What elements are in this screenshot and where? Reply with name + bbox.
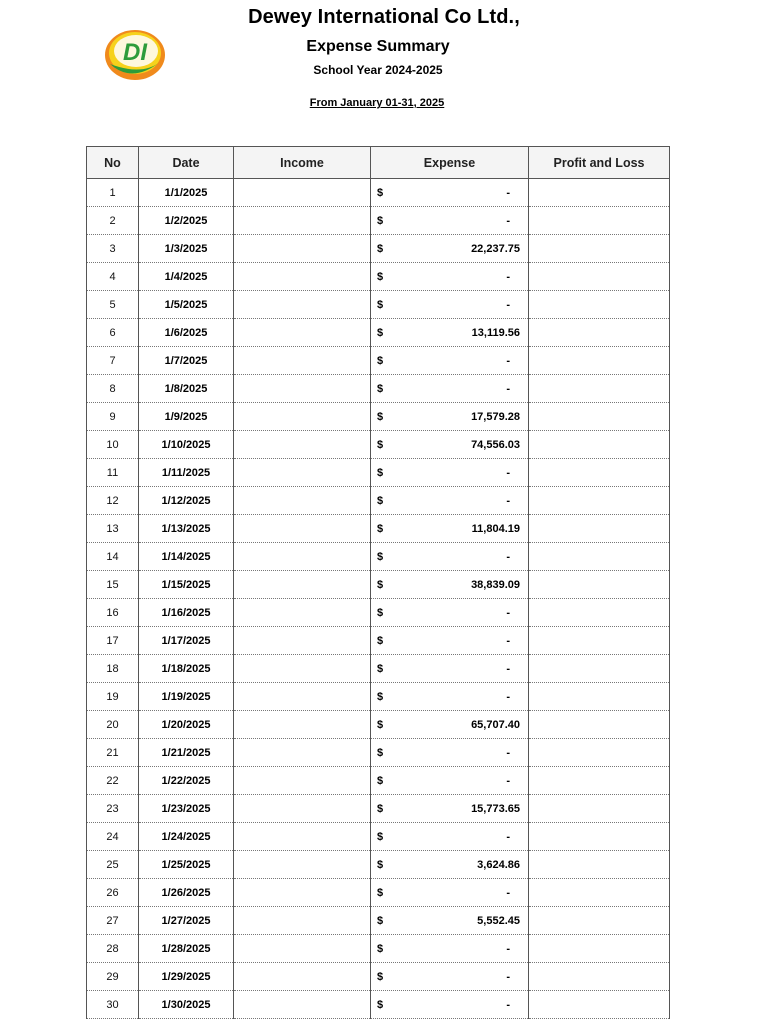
- table-row: [87, 487, 670, 515]
- row-expense: [371, 263, 529, 291]
- row-expense: [371, 319, 529, 347]
- row-income: [234, 795, 371, 823]
- expense-amount: -: [506, 746, 510, 759]
- expense-amount: 13,119.56: [471, 326, 520, 339]
- row-expense: [371, 767, 529, 795]
- row-expense: [371, 963, 529, 991]
- row-income: [234, 235, 371, 263]
- row-date: 1/16/2025: [139, 599, 234, 627]
- currency-symbol: $: [377, 998, 384, 1011]
- column-header-date: Date: [139, 147, 234, 179]
- row-income: [234, 823, 371, 851]
- expense-amount: -: [506, 214, 510, 227]
- expense-amount: 38,839.09: [471, 578, 520, 591]
- table-row: [87, 627, 670, 655]
- row-income: [234, 263, 371, 291]
- row-income: [234, 431, 371, 459]
- row-expense: [371, 235, 529, 263]
- row-number: 2: [87, 207, 139, 235]
- currency-symbol: $: [377, 690, 384, 703]
- row-number: 14: [87, 543, 139, 571]
- row-profit-loss: [529, 627, 670, 655]
- row-profit-loss: [529, 207, 670, 235]
- row-expense: [371, 543, 529, 571]
- row-date: 1/10/2025: [139, 431, 234, 459]
- row-number: 7: [87, 347, 139, 375]
- expense-amount: -: [506, 970, 510, 983]
- currency-symbol: $: [377, 438, 384, 451]
- table-row: [87, 879, 670, 907]
- expense-amount: -: [506, 634, 510, 647]
- table-row: [87, 207, 670, 235]
- table-row: [87, 431, 670, 459]
- row-income: [234, 711, 371, 739]
- row-profit-loss: [529, 431, 670, 459]
- row-date: 1/19/2025: [139, 683, 234, 711]
- currency-symbol: $: [377, 270, 384, 283]
- row-date: 1/1/2025: [139, 179, 234, 207]
- table-row: [87, 235, 670, 263]
- row-number: 8: [87, 375, 139, 403]
- expense-amount: -: [506, 494, 510, 507]
- table-row: [87, 459, 670, 487]
- table-row: [87, 907, 670, 935]
- expense-amount: -: [506, 886, 510, 899]
- row-income: [234, 347, 371, 375]
- row-profit-loss: [529, 599, 670, 627]
- expense-amount: -: [506, 690, 510, 703]
- document-title: Expense Summary: [306, 38, 450, 55]
- row-number: 18: [87, 655, 139, 683]
- row-income: [234, 375, 371, 403]
- row-income: [234, 739, 371, 767]
- row-expense: [371, 179, 529, 207]
- currency-symbol: $: [377, 802, 384, 815]
- row-profit-loss: [529, 935, 670, 963]
- expense-amount: -: [506, 298, 510, 311]
- row-expense: [371, 739, 529, 767]
- row-number: 30: [87, 991, 139, 1019]
- row-income: [234, 907, 371, 935]
- expense-amount: 74,556.03: [471, 438, 520, 451]
- currency-symbol: $: [377, 830, 384, 843]
- row-expense: [371, 515, 529, 543]
- row-profit-loss: [529, 991, 670, 1019]
- expense-amount: -: [506, 382, 510, 395]
- expense-table: [86, 146, 670, 1019]
- row-profit-loss: [529, 375, 670, 403]
- row-number: 6: [87, 319, 139, 347]
- expense-amount: 5,552.45: [477, 914, 520, 927]
- row-date: 1/12/2025: [139, 487, 234, 515]
- row-expense: [371, 935, 529, 963]
- row-profit-loss: [529, 263, 670, 291]
- row-number: 17: [87, 627, 139, 655]
- row-number: 20: [87, 711, 139, 739]
- column-header-expense: Expense: [371, 147, 529, 179]
- row-date: 1/23/2025: [139, 795, 234, 823]
- row-income: [234, 851, 371, 879]
- currency-symbol: $: [377, 494, 384, 507]
- row-expense: [371, 711, 529, 739]
- row-date: 1/20/2025: [139, 711, 234, 739]
- logo-text: DI: [123, 39, 147, 66]
- currency-symbol: $: [377, 942, 384, 955]
- currency-symbol: $: [377, 914, 384, 927]
- row-income: [234, 879, 371, 907]
- currency-symbol: $: [377, 550, 384, 563]
- row-expense: [371, 403, 529, 431]
- row-number: 21: [87, 739, 139, 767]
- row-income: [234, 403, 371, 431]
- expense-amount: -: [506, 830, 510, 843]
- row-date: 1/18/2025: [139, 655, 234, 683]
- company-name: Dewey International Co Ltd.,: [248, 6, 520, 28]
- row-profit-loss: [529, 319, 670, 347]
- row-income: [234, 991, 371, 1019]
- row-income: [234, 291, 371, 319]
- expense-amount: 65,707.40: [471, 718, 520, 731]
- row-number: 19: [87, 683, 139, 711]
- row-expense: [371, 683, 529, 711]
- table-row: [87, 935, 670, 963]
- row-expense: [371, 459, 529, 487]
- row-profit-loss: [529, 851, 670, 879]
- row-expense: [371, 991, 529, 1019]
- table-row: [87, 291, 670, 319]
- row-expense: [371, 655, 529, 683]
- row-expense: [371, 207, 529, 235]
- row-number: 11: [87, 459, 139, 487]
- table-row: [87, 683, 670, 711]
- row-profit-loss: [529, 767, 670, 795]
- row-number: 9: [87, 403, 139, 431]
- currency-symbol: $: [377, 746, 384, 759]
- expense-amount: -: [506, 998, 510, 1011]
- row-date: 1/27/2025: [139, 907, 234, 935]
- table-header-row: [87, 147, 670, 179]
- row-profit-loss: [529, 683, 670, 711]
- expense-amount: -: [506, 270, 510, 283]
- currency-symbol: $: [377, 578, 384, 591]
- row-income: [234, 599, 371, 627]
- row-income: [234, 319, 371, 347]
- row-date: 1/28/2025: [139, 935, 234, 963]
- row-expense: [371, 795, 529, 823]
- currency-symbol: $: [377, 522, 384, 535]
- currency-symbol: $: [377, 326, 384, 339]
- expense-amount: -: [506, 942, 510, 955]
- row-number: 28: [87, 935, 139, 963]
- table-row: [87, 963, 670, 991]
- row-expense: [371, 599, 529, 627]
- currency-symbol: $: [377, 606, 384, 619]
- currency-symbol: $: [377, 886, 384, 899]
- row-number: 25: [87, 851, 139, 879]
- row-profit-loss: [529, 963, 670, 991]
- row-income: [234, 627, 371, 655]
- currency-symbol: $: [377, 662, 384, 675]
- row-date: 1/11/2025: [139, 459, 234, 487]
- currency-symbol: $: [377, 298, 384, 311]
- row-profit-loss: [529, 235, 670, 263]
- row-date: 1/14/2025: [139, 543, 234, 571]
- table-row: [87, 179, 670, 207]
- row-profit-loss: [529, 795, 670, 823]
- row-profit-loss: [529, 739, 670, 767]
- row-date: 1/25/2025: [139, 851, 234, 879]
- row-date: 1/2/2025: [139, 207, 234, 235]
- row-income: [234, 655, 371, 683]
- row-profit-loss: [529, 879, 670, 907]
- currency-symbol: $: [377, 634, 384, 647]
- row-income: [234, 543, 371, 571]
- currency-symbol: $: [377, 774, 384, 787]
- expense-amount: -: [506, 606, 510, 619]
- row-number: 13: [87, 515, 139, 543]
- row-profit-loss: [529, 823, 670, 851]
- row-number: 29: [87, 963, 139, 991]
- currency-symbol: $: [377, 718, 384, 731]
- row-number: 1: [87, 179, 139, 207]
- table-row: [87, 767, 670, 795]
- row-number: 22: [87, 767, 139, 795]
- row-date: 1/9/2025: [139, 403, 234, 431]
- row-profit-loss: [529, 459, 670, 487]
- row-date: 1/15/2025: [139, 571, 234, 599]
- row-income: [234, 459, 371, 487]
- row-income: [234, 515, 371, 543]
- expense-amount: 11,804.19: [471, 522, 520, 535]
- expense-amount: 22,237.75: [471, 242, 520, 255]
- table-row: [87, 655, 670, 683]
- row-profit-loss: [529, 711, 670, 739]
- row-number: 26: [87, 879, 139, 907]
- row-date: 1/26/2025: [139, 879, 234, 907]
- row-profit-loss: [529, 347, 670, 375]
- row-date: 1/7/2025: [139, 347, 234, 375]
- expense-amount: -: [506, 774, 510, 787]
- table-row: [87, 851, 670, 879]
- currency-symbol: $: [377, 354, 384, 367]
- row-income: [234, 767, 371, 795]
- row-income: [234, 571, 371, 599]
- row-number: 10: [87, 431, 139, 459]
- row-income: [234, 935, 371, 963]
- table-row: [87, 823, 670, 851]
- row-income: [234, 683, 371, 711]
- table-row: [87, 403, 670, 431]
- school-year: School Year 2024-2025: [313, 63, 443, 77]
- expense-amount: 15,773.65: [471, 802, 520, 815]
- row-date: 1/5/2025: [139, 291, 234, 319]
- expense-amount: 3,624.86: [477, 858, 520, 871]
- row-date: 1/24/2025: [139, 823, 234, 851]
- row-profit-loss: [529, 487, 670, 515]
- row-expense: [371, 431, 529, 459]
- table-row: [87, 739, 670, 767]
- row-profit-loss: [529, 543, 670, 571]
- table-row: [87, 263, 670, 291]
- row-number: 12: [87, 487, 139, 515]
- row-profit-loss: [529, 907, 670, 935]
- row-date: 1/30/2025: [139, 991, 234, 1019]
- table-row: [87, 571, 670, 599]
- row-date: 1/17/2025: [139, 627, 234, 655]
- row-number: 16: [87, 599, 139, 627]
- table-row: [87, 319, 670, 347]
- currency-symbol: $: [377, 214, 384, 227]
- table-row: [87, 375, 670, 403]
- row-number: 24: [87, 823, 139, 851]
- table-row: [87, 515, 670, 543]
- row-expense: [371, 879, 529, 907]
- currency-symbol: $: [377, 466, 384, 479]
- currency-symbol: $: [377, 382, 384, 395]
- table-row: [87, 795, 670, 823]
- row-expense: [371, 907, 529, 935]
- row-profit-loss: [529, 403, 670, 431]
- table-row: [87, 599, 670, 627]
- row-profit-loss: [529, 655, 670, 683]
- row-expense: [371, 375, 529, 403]
- row-income: [234, 487, 371, 515]
- row-profit-loss: [529, 179, 670, 207]
- row-date: 1/6/2025: [139, 319, 234, 347]
- row-number: 23: [87, 795, 139, 823]
- table-row: [87, 711, 670, 739]
- row-income: [234, 207, 371, 235]
- row-profit-loss: [529, 515, 670, 543]
- expense-amount: -: [506, 662, 510, 675]
- table-row: [87, 543, 670, 571]
- expense-amount: -: [506, 186, 510, 199]
- row-date: 1/29/2025: [139, 963, 234, 991]
- row-number: 3: [87, 235, 139, 263]
- currency-symbol: $: [377, 858, 384, 871]
- table-row: [87, 347, 670, 375]
- column-header-no: No: [87, 147, 139, 179]
- row-expense: [371, 627, 529, 655]
- row-number: 4: [87, 263, 139, 291]
- row-date: 1/3/2025: [139, 235, 234, 263]
- row-number: 15: [87, 571, 139, 599]
- column-header-income: Income: [234, 147, 371, 179]
- currency-symbol: $: [377, 410, 384, 423]
- currency-symbol: $: [377, 186, 384, 199]
- expense-amount: -: [506, 354, 510, 367]
- row-date: 1/22/2025: [139, 767, 234, 795]
- expense-amount: -: [506, 466, 510, 479]
- expense-amount: 17,579.28: [471, 410, 520, 423]
- expense-amount: -: [506, 550, 510, 563]
- row-expense: [371, 851, 529, 879]
- currency-symbol: $: [377, 242, 384, 255]
- row-expense: [371, 347, 529, 375]
- row-expense: [371, 571, 529, 599]
- row-expense: [371, 823, 529, 851]
- currency-symbol: $: [377, 970, 384, 983]
- row-profit-loss: [529, 291, 670, 319]
- row-number: 27: [87, 907, 139, 935]
- row-date: 1/13/2025: [139, 515, 234, 543]
- row-date: 1/21/2025: [139, 739, 234, 767]
- row-number: 5: [87, 291, 139, 319]
- row-income: [234, 963, 371, 991]
- column-header-profit-loss: Profit and Loss: [529, 147, 670, 179]
- table-row: [87, 991, 670, 1019]
- report-period: From January 01-31, 2025: [309, 97, 445, 109]
- row-expense: [371, 487, 529, 515]
- row-income: [234, 179, 371, 207]
- row-expense: [371, 291, 529, 319]
- row-profit-loss: [529, 571, 670, 599]
- row-date: 1/4/2025: [139, 263, 234, 291]
- row-date: 1/8/2025: [139, 375, 234, 403]
